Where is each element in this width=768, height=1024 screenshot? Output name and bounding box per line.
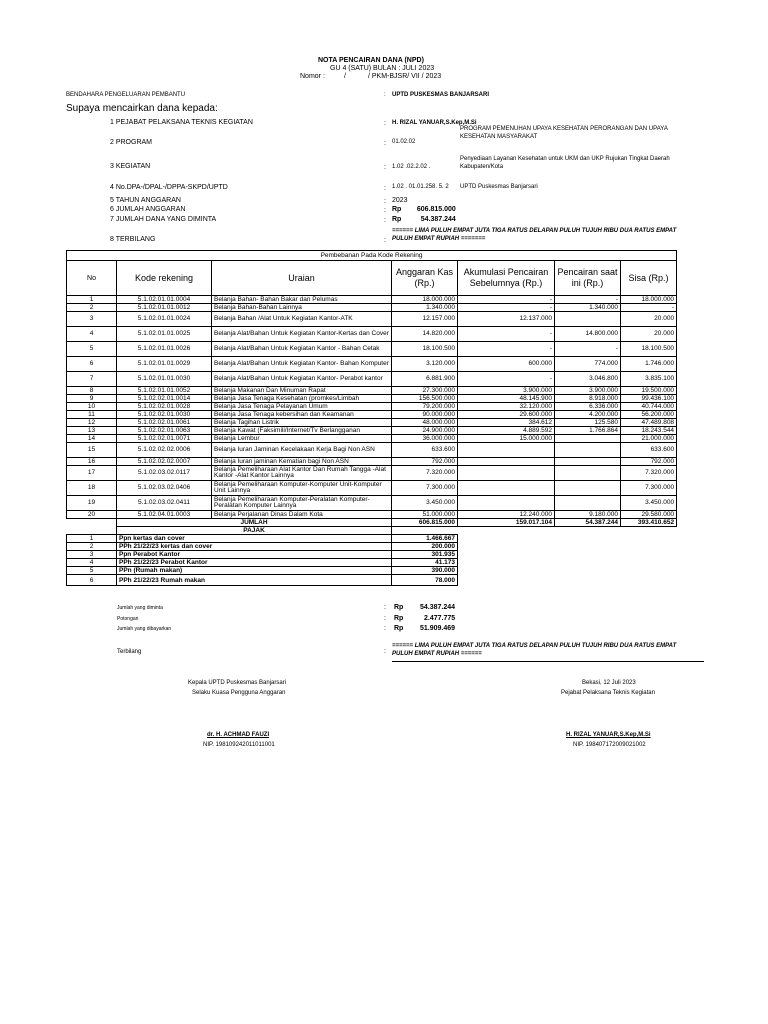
row-pencairan: - [555,342,621,357]
summary-label: Jumlah yang diminta [117,605,163,611]
field-extra-dpa: UPTD Puskesmas Banjarsari [460,184,538,190]
row-kode: 5.1.02.03.02.0117 [117,466,212,481]
summary-colon: : [384,625,386,632]
summary-colon: : [384,615,386,622]
pajak-value: 390.000 [392,567,458,575]
gu-period: GU 4 (SATU) BULAN : JULI 2023 [330,65,435,72]
pajak-empty [392,527,677,535]
row-akumulasi: 384.612 [458,419,555,427]
jumlah-akumulasi: 159.017.104 [458,519,555,527]
row-pencairan: 1.340.000 [555,304,621,312]
terbilang-label: Terbilang [117,649,142,655]
row-akumulasi [458,458,555,466]
row-kode: 5.1.02.01.01.0025 [117,327,212,342]
pajak-value: 78.000 [392,575,458,586]
row-kode: 5.1.02.03.02.0411 [117,496,212,511]
pajak-label: PPn (Rumah makan) [117,567,392,575]
row-uraian: Belanja Makanan Dan Minuman Rapat [212,387,392,395]
row-akumulasi [458,481,555,496]
row-pencairan [555,435,621,443]
row-sisa: 18.000.000 [621,296,677,304]
row-no: 17 [67,466,117,481]
row-kode: 5.1.02.02.01.0014 [117,395,212,403]
row-kode: 5.1.02.02.01.0061 [117,419,212,427]
row-kode: 5.1.02.01.01.0012 [117,304,212,312]
field-value-dpa: 1.02 . 01.01.258. 5. 2 [392,184,449,190]
table-row [67,387,677,395]
row-no: 15 [67,443,117,458]
jumlah-sisa: 393.410.652 [621,519,677,527]
nomor-separator: / [344,73,346,80]
field-label-kegiatan: 3 KEGIATAN [110,163,151,170]
field-label-program: 2 PROGRAM [110,139,153,146]
field-value-kegiatan: 1.02 .02.2.02 . [392,164,431,170]
row-kode: 5.1.02.02.01.0071 [117,435,212,443]
jumlah-empty [67,519,117,527]
row-no: 9 [67,395,117,403]
row-anggaran: 18.100.500 [392,342,458,357]
document-title: NOTA PENCAIRAN DANA (NPD) [318,57,424,64]
row-akumulasi: 48.145.900 [458,395,555,403]
bendahara-colon: : [384,92,386,98]
row-pencairan [555,443,621,458]
row-kode: 5.1.02.01.01.0052 [117,387,212,395]
summary-label: Potongan [117,616,139,622]
field-colon: : [384,185,386,192]
col-header-kode: Kode rekening [117,261,212,296]
row-anggaran: 6.881.900 [392,372,458,387]
row-sisa: 633.600 [621,443,677,458]
jumlah-label: JUMLAH [117,519,392,527]
row-no: 19 [67,496,117,511]
row-pencairan: 1.766.864 [555,427,621,435]
row-anggaran: 14.820.000 [392,327,458,342]
nomor-label: Nomor : [300,73,325,80]
row-akumulasi [458,466,555,481]
row-pencairan [555,458,621,466]
field-colon: : [384,140,386,147]
row-anggaran: 7.320.000 [392,466,458,481]
row-anggaran: 48.000.000 [392,419,458,427]
row-pencairan: 125.580 [555,419,621,427]
table-row [67,312,677,327]
pajak-empty [458,559,677,567]
row-uraian: Belanja Pemeliharaan Alat Kantor Dan Rumah Tangga -Alat Kantor -Alat Kantor Lainnya [212,466,392,481]
pajak-no: 3 [67,551,117,559]
row-no: 10 [67,403,117,411]
row-anggaran: 12.157.000 [392,312,458,327]
col-header-no: No [67,261,117,296]
table-row [67,466,677,481]
row-kode: 5.1.02.01.01.0026 [117,342,212,357]
row-uraian: Belanja Alat/Bahan Untuk Kegiatan Kantor-Kertas dan Cover [212,327,392,342]
field-value-terbilang: ====== LIMA PULUH EMPAT JUTA TIGA RATUS DELAPAN PULUH TUJUH RIBU DUA RATUS EMPAT PULUH EMPAT RUPIAH ======= [392,228,677,242]
signer-right-title: Pejabat Pelaksana Teknis Kegiatan [561,690,655,696]
row-anggaran: 79.200.000 [392,403,458,411]
row-kode: 5.1.02.01.01.0029 [117,357,212,372]
pajak-label: Ppn Perabot Kantor [117,551,392,559]
field-label-terbilang: 8 TERBILANG [110,236,156,243]
col-header-sisa: Sisa (Rp.) [621,261,677,296]
pajak-no: 4 [67,559,117,567]
row-akumulasi: - [458,327,555,342]
row-pencairan: - [555,296,621,304]
row-no: 12 [67,419,117,427]
field-label-dpa: 4 No.DPA-/DPAL-/DPPA-SKPD/UPTD [110,184,228,191]
pajak-header-row [67,527,677,535]
signer-right-nip: NIP. 198407172009021002 [573,742,646,748]
row-sisa: 3.450.000 [621,496,677,511]
field-colon: : [384,217,386,224]
pajak-empty [458,575,677,586]
table-row [67,327,677,342]
signer-left-nip: NIP. 198109242011011001 [203,742,275,748]
row-sisa: 7.300.000 [621,481,677,496]
row-kode: 5.1.02.01.01.0030 [117,372,212,387]
row-uraian: Belanja Jasa Tenaga kebersihan dan Keamanan [212,411,392,419]
bendahara-label: BENDAHARA PENGELUARAN PEMBANTU [66,92,186,98]
row-akumulasi: 3.900.000 [458,387,555,395]
row-akumulasi: - [458,304,555,312]
row-pencairan: 3.046.800 [555,372,621,387]
field-value-dana-diminta: Rp 54.387.244 [392,216,456,223]
row-kode: 5.1.02.01.01.0024 [117,312,212,327]
row-no: 5 [67,342,117,357]
signer-left-title: Kepala UPTD Puskesmas Banjarsari [188,680,287,686]
summary-label: Jumlah yang dibayarkan [117,626,172,632]
row-sisa: 29.580.000 [621,511,677,519]
pajak-value: 301.935 [392,551,458,559]
row-akumulasi: - [458,342,555,357]
field-value-tahun: 2023 [392,197,408,204]
row-anggaran: 51.000.000 [392,511,458,519]
row-sisa: 18.243.544 [621,427,677,435]
field-colon: : [384,237,386,244]
row-sisa: - [621,304,677,312]
table-row [67,372,677,387]
row-sisa: 20.000 [621,312,677,327]
field-label-tahun: 5 TAHUN ANGGARAN [110,197,181,204]
row-pencairan: 6.336.000 [555,403,621,411]
row-uraian: Belanja Tagihan Listrik [212,419,392,427]
row-sisa: 56.200.000 [621,411,677,419]
row-anggaran: 24.900.000 [392,427,458,435]
row-uraian: Belanja Jasa Tenaga Pelayanan Umum [212,403,392,411]
field-colon: : [384,164,386,171]
row-no: 1 [67,296,117,304]
row-anggaran: 7.300.000 [392,481,458,496]
field-value-pejabat: H. RIZAL YANUAR,S.Kep,M.Si [392,120,477,126]
pajak-row [67,575,677,586]
pajak-value: 1.466.667 [392,535,458,543]
row-sisa: 1.746.000 [621,357,677,372]
jumlah-anggaran: 606.815.000 [392,519,458,527]
row-anggaran: 3.120.000 [392,357,458,372]
table-row [67,403,677,411]
row-no: 7 [67,372,117,387]
pajak-row [67,543,677,551]
pajak-row [67,559,677,567]
table-row [67,296,677,304]
row-no: 13 [67,427,117,435]
row-uraian: Belanja Lembur [212,435,392,443]
row-pencairan: 4.200.000 [555,411,621,419]
pajak-row [67,567,677,575]
row-pencairan [555,496,621,511]
summary-dibayarkan-value: 51.909.469 [420,625,456,632]
row-anggaran: 27.300.000 [392,387,458,395]
row-no: 16 [67,458,117,466]
pajak-no: 5 [67,567,117,575]
row-akumulasi: 15.000.000 [458,435,555,443]
bendahara-value: UPTD PUSKESMAS BANJARSARI [392,92,490,98]
row-sisa: 40.744.000 [621,403,677,411]
pajak-empty [458,567,677,575]
summary-rp: Rp [394,615,404,622]
row-uraian: Belanja Iuran jaminan Kematian bagi Non ASN [212,458,392,466]
row-pencairan: 3.900.000 [555,387,621,395]
row-kode: 5.1.02.01.01.0004 [117,296,212,304]
pajak-no: 6 [67,575,117,586]
row-no: 18 [67,481,117,496]
row-uraian: Belanja Pemeliharaan Komputer-Peralatan Komputer-Peralatan Komputer Lainnya [212,496,392,511]
pajak-label: PPh 21/22/23 Rumah makan [117,575,392,586]
jumlah-pencairan: 54.387.244 [555,519,621,527]
summary-potongan-value: 2.477.775 [424,615,456,622]
row-akumulasi: - [458,296,555,304]
row-sisa: 18.100.500 [621,342,677,357]
field-value-program: 01.02.02 [392,139,416,145]
col-header-uraian: Uraian [212,261,392,296]
row-anggaran: 90.000.000 [392,411,458,419]
jumlah-row [67,519,677,527]
row-uraian: Belanja Bahan /Alat Untuk Kegiatan Kantor-ATK [212,312,392,327]
field-value-jumlah-anggaran: Rp 606.815.000 [392,206,456,213]
field-colon: : [384,198,386,205]
row-akumulasi: 600.000 [458,357,555,372]
pajak-row [67,551,677,559]
row-pencairan: 9.180.000 [555,511,621,519]
supaya-heading: Supaya mencairkan dana kepada: [66,103,218,114]
terbilang-underline [392,661,704,662]
row-pencairan: 8.918.000 [555,395,621,403]
terbilang-colon: : [384,648,386,655]
pajak-row [67,535,677,543]
signer-left-role: Selaku Kuasa Pengguna Anggaran [192,690,286,696]
table-row [67,443,677,458]
row-sisa: 792.000 [621,458,677,466]
row-kode: 5.1.02.03.02.0406 [117,481,212,496]
pajak-no: 1 [67,535,117,543]
row-uraian: Belanja Bahan-Bahan Lainnya [212,304,392,312]
row-uraian: Belanja Bahan- Bahan Bakar dan Pelumas [212,296,392,304]
row-pencairan [555,466,621,481]
row-no: 14 [67,435,117,443]
col-header-anggaran: Anggaran Kas (Rp.) [392,261,458,296]
row-anggaran: 792.000 [392,458,458,466]
row-uraian: Belanja Alat/Bahan Untuk Kegiatan Kantor- Bahan Komputer [212,357,392,372]
row-no: 4 [67,327,117,342]
pajak-value: 200.000 [392,543,458,551]
row-anggaran: 633.600 [392,443,458,458]
row-sisa: 3.835.100 [621,372,677,387]
pajak-empty [67,527,117,535]
field-label-dana-diminta: 7 JUMLAH DANA YANG DIMINTA [110,216,217,223]
row-pencairan: 14.800.000 [555,327,621,342]
table-row [67,458,677,466]
row-pencairan [555,481,621,496]
row-sisa: 99.436.100 [621,395,677,403]
signer-left-name: dr. H. ACHMAD FAUZI [207,732,270,738]
field-extra-program: PROGRAM PEMENUHAN UPAYA KESEHATAN PERORANGAN DAN UPAYA KESEHATAN MASYARAKAT [460,126,668,140]
summary-rp: Rp [394,625,404,632]
row-anggaran: 18.000.000 [392,296,458,304]
pajak-empty [458,535,677,543]
row-kode: 5.1.02.04.01.0003 [117,511,212,519]
row-sisa: 7.320.000 [621,466,677,481]
row-anggaran: 156.500.000 [392,395,458,403]
row-anggaran: 3.450.000 [392,496,458,511]
row-uraian: Belanja Perjalanan Dinas Dalam Kota [212,511,392,519]
row-uraian: Belanja Jasa Tenaga Kesehatan (promkes/Limbah [212,395,392,403]
row-pencairan [555,312,621,327]
table-row [67,357,677,372]
table-title: Pembebanan Pada Kode Rekening [67,251,677,261]
terbilang-value: ====== LIMA PULUH EMPAT JUTA TIGA RATUS DELAPAN PULUH TUJUH RIBU DUA RATUS EMPAT PULUH EMPAT RUPIAH ====== [392,643,677,657]
row-uraian: Belanja Kawat (Faksimili/Internet/Tv Berlangganan [212,427,392,435]
row-no: 6 [67,357,117,372]
row-kode: 5.1.02.02.01.0063 [117,427,212,435]
pajak-empty [458,551,677,559]
table-row [67,419,677,427]
pajak-value: 41.173 [392,559,458,567]
pajak-title: PAJAK [117,527,392,535]
col-header-akumulasi: Akumulasi Pencairan Sebelumnya (Rp.) [458,261,555,296]
row-uraian: Belanja Iuran Jaminan Kecelakaan Kerja Bagi Non ASN [212,443,392,458]
row-akumulasi [458,443,555,458]
table-row [67,427,677,435]
row-no: 2 [67,304,117,312]
row-no: 11 [67,411,117,419]
signer-right-place-date: Bekasi, 12 Juli 2023 [582,680,636,686]
row-akumulasi: 4.889.592 [458,427,555,435]
summary-colon: : [384,604,386,611]
row-kode: 5.1.02.02.02.0006 [117,443,212,458]
row-uraian: Belanja Pemeliharaan Komputer-Komputer Unit-Komputer Unit Lainnya [212,481,392,496]
table-row [67,511,677,519]
row-no: 20 [67,511,117,519]
signer-right-name: H. RIZAL YANUAR,S.Kep,M.Si [566,732,651,738]
row-kode: 5.1.02.02.01.0028 [117,403,212,411]
row-sisa: 20.000 [621,327,677,342]
row-akumulasi [458,496,555,511]
row-uraian: Belanja Alat/Bahan Untuk Kegiatan Kantor - Bahan Cetak [212,342,392,357]
row-akumulasi: 32.120.000 [458,403,555,411]
field-colon: : [384,207,386,214]
summary-rp: Rp [394,604,404,611]
row-sisa: 19.500.000 [621,387,677,395]
table-row [67,304,677,312]
row-kode: 5.1.02.02.01.0030 [117,411,212,419]
field-label-pejabat: 1 PEJABAT PELAKSANA TEKNIS KEGIATAN [110,119,253,126]
pajak-label: Ppn kertas dan cover [117,535,392,543]
row-akumulasi: 12.137.000 [458,312,555,327]
table-row [67,395,677,403]
row-sisa: 21.000.000 [621,435,677,443]
summary-diminta-value: 54.387.244 [420,604,456,611]
pajak-no: 2 [67,543,117,551]
row-no: 8 [67,387,117,395]
table-row [67,481,677,496]
table-row [67,342,677,357]
nomor-value: / PKM-BJSR/ VII / 2023 [368,73,442,80]
row-akumulasi: 29.600.000 [458,411,555,419]
row-pencairan: 774.000 [555,357,621,372]
row-akumulasi: - [458,372,555,387]
row-sisa: 47.489.808 [621,419,677,427]
field-label-jumlah-anggaran: 6 JUMLAH ANGGARAN [110,206,186,213]
row-uraian: Belanja Alat/Bahan Untuk Kegiatan Kantor- Perabot kantor [212,372,392,387]
row-anggaran: 36.000.000 [392,435,458,443]
table-row [67,411,677,419]
row-no: 3 [67,312,117,327]
field-colon: : [384,120,386,127]
pajak-empty [458,543,677,551]
row-kode: 5.1.02.02.02.0007 [117,458,212,466]
kode-rekening-table [66,250,677,586]
pajak-label: PPh 21/22/23 kertas dan cover [117,543,392,551]
pajak-label: PPh 21/22/23 Perabot Kantor [117,559,392,567]
col-header-pencairan: Pencairan saat ini (Rp.) [555,261,621,296]
field-extra-kegiatan: Penyediaan Layanan Kesehatan untuk UKM dan UKP Rujukan Tingkat Daerah Kabupaten/Kota [460,156,670,170]
row-akumulasi: 12.240.000 [458,511,555,519]
table-row [67,496,677,511]
table-row [67,435,677,443]
row-anggaran: 1.340.000 [392,304,458,312]
